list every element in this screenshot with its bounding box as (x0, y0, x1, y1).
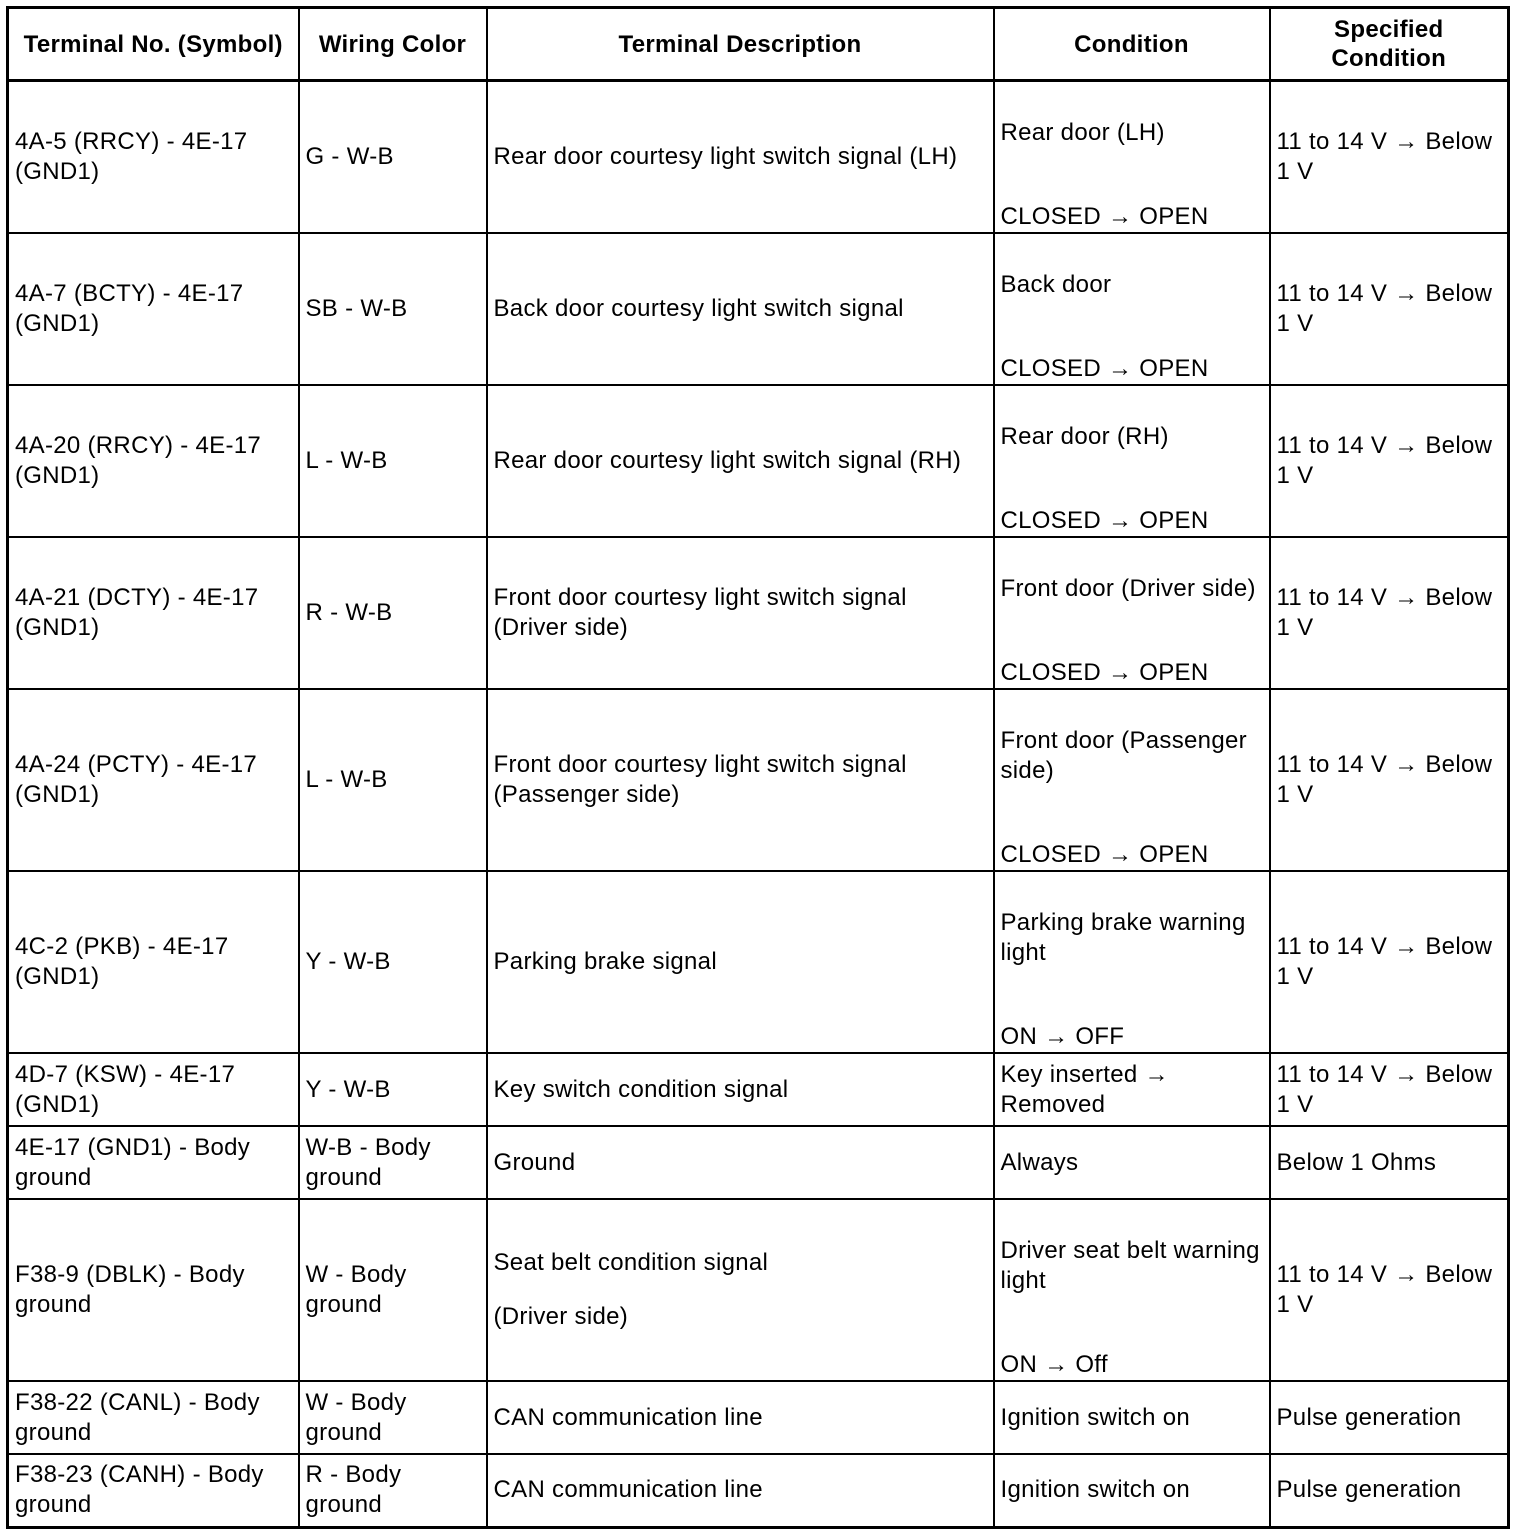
terminal-spec-table (6, 6, 1510, 1529)
cell-wiring-color: W - Body ground (299, 1199, 487, 1381)
condition-change: CLOSED → OPEN (1000, 841, 1209, 868)
cell-terminal: 4A-7 (BCTY) - 4E-17 (GND1) (8, 233, 299, 385)
table-row (8, 81, 1509, 234)
cell-terminal: F38-23 (CANH) - Body ground (8, 1454, 299, 1527)
cell-condition: Ignition switch on (994, 1381, 1270, 1454)
cell-condition (994, 1199, 1270, 1381)
cell-description: CAN communication line (487, 1381, 994, 1454)
table-row (8, 871, 1509, 1053)
cell-description (487, 1199, 994, 1381)
cell-terminal: 4D-7 (KSW) - 4E-17 (GND1) (8, 1053, 299, 1126)
description-extra: (Driver side) (493, 1303, 629, 1330)
table-row (8, 1199, 1509, 1381)
cell-specified: Below 1 Ohms (1270, 1126, 1509, 1199)
condition-change: CLOSED → OPEN (1000, 203, 1209, 230)
cell-condition (994, 385, 1270, 537)
cell-description: CAN communication line (487, 1454, 994, 1527)
table-row (8, 1053, 1509, 1126)
cell-condition: Ignition switch on (994, 1454, 1270, 1527)
cell-condition (994, 537, 1270, 689)
condition-label: Front door (Passenger side) (1000, 727, 1247, 784)
table-row (8, 537, 1509, 689)
cell-specified: 11 to 14 V → Below 1 V (1270, 1199, 1509, 1381)
cell-wiring-color: W - Body ground (299, 1381, 487, 1454)
cell-description: Rear door courtesy light switch signal (RH) (487, 385, 994, 537)
condition-change: CLOSED → OPEN (1000, 355, 1209, 382)
condition-label: Rear door (RH) (1000, 423, 1169, 450)
header-wiring-color: Wiring Color (299, 8, 487, 81)
cell-description: Key switch condition signal (487, 1053, 994, 1126)
cell-wiring-color: G - W-B (299, 81, 487, 234)
cell-wiring-color: SB - W-B (299, 233, 487, 385)
cell-terminal: 4A-20 (RRCY) - 4E-17 (GND1) (8, 385, 299, 537)
table-row (8, 233, 1509, 385)
cell-specified: 11 to 14 V → Below 1 V (1270, 233, 1509, 385)
table-row (8, 1126, 1509, 1199)
cell-terminal: 4E-17 (GND1) - Body ground (8, 1126, 299, 1199)
cell-description: Front door courtesy light switch signal (Passenger side) (487, 689, 994, 871)
cell-specified: 11 to 14 V → Below 1 V (1270, 689, 1509, 871)
cell-specified: 11 to 14 V → Below 1 V (1270, 537, 1509, 689)
cell-condition (994, 233, 1270, 385)
condition-change: ON → Off (1000, 1351, 1108, 1378)
header-terminal: Terminal No. (Symbol) (8, 8, 299, 81)
cell-wiring-color: W-B - Body ground (299, 1126, 487, 1199)
table-row (8, 385, 1509, 537)
cell-condition (994, 871, 1270, 1053)
cell-description: Rear door courtesy light switch signal (LH) (487, 81, 994, 234)
cell-wiring-color: R - Body ground (299, 1454, 487, 1527)
cell-description: Front door courtesy light switch signal (Driver side) (487, 537, 994, 689)
cell-wiring-color: L - W-B (299, 385, 487, 537)
cell-specified: 11 to 14 V → Below 1 V (1270, 871, 1509, 1053)
cell-description: Back door courtesy light switch signal (487, 233, 994, 385)
cell-specified: 11 to 14 V → Below 1 V (1270, 1053, 1509, 1126)
cell-description: Ground (487, 1126, 994, 1199)
condition-label: Driver seat belt warning light (1000, 1237, 1260, 1294)
cell-specified: Pulse generation (1270, 1454, 1509, 1527)
table-row (8, 1381, 1509, 1454)
condition-change: ON → OFF (1000, 1023, 1125, 1050)
condition-label: Front door (Driver side) (1000, 575, 1256, 602)
cell-terminal: F38-9 (DBLK) - Body ground (8, 1199, 299, 1381)
cell-condition (994, 689, 1270, 871)
cell-condition: Key inserted → Removed (994, 1053, 1270, 1126)
cell-condition: Always (994, 1126, 1270, 1199)
cell-terminal: 4A-21 (DCTY) - 4E-17 (GND1) (8, 537, 299, 689)
cell-specified: Pulse generation (1270, 1381, 1509, 1454)
cell-wiring-color: Y - W-B (299, 1053, 487, 1126)
condition-label: Back door (1000, 271, 1112, 298)
header-condition: Condition (994, 8, 1270, 81)
condition-change: CLOSED → OPEN (1000, 507, 1209, 534)
cell-specified: 11 to 14 V → Below 1 V (1270, 385, 1509, 537)
cell-wiring-color: Y - W-B (299, 871, 487, 1053)
cell-description: Parking brake signal (487, 871, 994, 1053)
condition-label: Rear door (LH) (1000, 119, 1165, 146)
condition-change: CLOSED → OPEN (1000, 659, 1209, 686)
cell-terminal: F38-22 (CANL) - Body ground (8, 1381, 299, 1454)
cell-terminal: 4A-5 (RRCY) - 4E-17 (GND1) (8, 81, 299, 234)
condition-label: Parking brake warning light (1000, 909, 1246, 966)
cell-terminal: 4C-2 (PKB) - 4E-17 (GND1) (8, 871, 299, 1053)
table-row (8, 1454, 1509, 1527)
description-text: Seat belt condition signal (493, 1249, 769, 1276)
cell-terminal: 4A-24 (PCTY) - 4E-17 (GND1) (8, 689, 299, 871)
table-header-row (8, 8, 1509, 81)
cell-wiring-color: R - W-B (299, 537, 487, 689)
header-terminal-description: Terminal Description (487, 8, 994, 81)
cell-wiring-color: L - W-B (299, 689, 487, 871)
table-row (8, 689, 1509, 871)
cell-condition (994, 81, 1270, 234)
cell-specified: 11 to 14 V → Below 1 V (1270, 81, 1509, 234)
header-specified-condition: Specified Condition (1270, 8, 1509, 81)
